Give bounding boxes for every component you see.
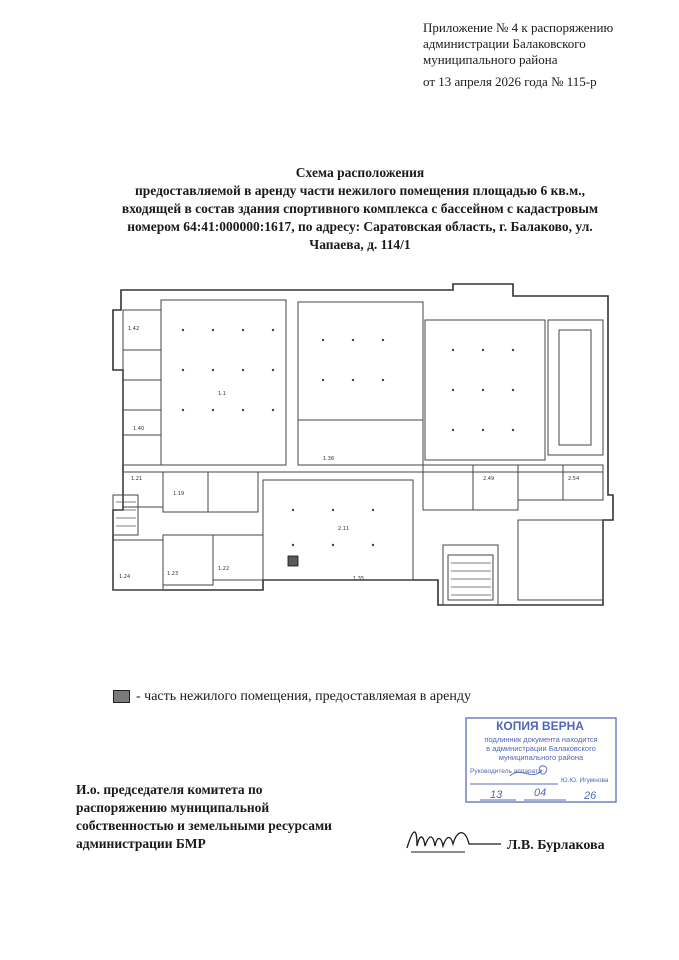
title-line-1: Схема расположения <box>295 165 425 180</box>
appendix-line-1: Приложение № 4 к распоряжению <box>423 20 614 35</box>
room-label: 1.23 <box>167 571 179 577</box>
appendix-header <box>423 20 673 90</box>
room-label: 1.36 <box>323 456 335 462</box>
room-label: 2.49 <box>483 476 495 482</box>
room-label: 1.40 <box>133 426 145 432</box>
room-label: 1.21 <box>131 476 143 482</box>
signer-line-4: администрации БМР <box>76 836 206 851</box>
title-line-2: предоставляемой в аренду части нежилого помещения площадью 6 кв.м., <box>135 183 585 198</box>
stamp-month: 04 <box>534 787 547 799</box>
handwritten-signature <box>403 822 503 858</box>
stamp-line-2: в администрации Балаковского <box>486 744 596 753</box>
room-label: 1.19 <box>173 491 185 497</box>
document-title <box>60 164 660 254</box>
certification-stamp <box>458 716 623 806</box>
stamp-day: 13 <box>490 789 503 801</box>
room-label: 1.22 <box>218 566 230 572</box>
leased-area-marker <box>288 556 298 566</box>
stamp-line-4: Руководитель аппарата <box>470 768 542 775</box>
legend <box>113 689 471 705</box>
title-line-3: входящей в состав здания спортивного комплекса с бассейном с кадастровым <box>121 201 599 216</box>
title-line-5: Чапаева, д. 114/1 <box>309 237 411 252</box>
floor-plan <box>93 280 633 620</box>
room-label: 1.1 <box>218 391 226 397</box>
room-label: 1.24 <box>119 574 131 580</box>
room-label: 2.54 <box>568 476 580 482</box>
stamp-line-1: подлинник документа находится <box>484 735 598 744</box>
stamp-line-3: муниципального района <box>498 753 584 762</box>
signer-line-1: И.о. председателя комитета по <box>76 782 263 797</box>
stamp-year: 26 <box>584 790 597 802</box>
appendix-line-2: администрации Балаковского <box>423 36 586 51</box>
stamp-line-5: Ю.Ю. Игумнова <box>561 777 609 784</box>
legend-swatch <box>113 690 130 703</box>
room-label: 2.11 <box>338 526 350 532</box>
stamp-title: КОПИЯ ВЕРНА <box>496 719 584 733</box>
signer-line-3: собственностью и земельными ресурсами <box>76 818 332 833</box>
title-line-4: номером 64:41:000000:1617, по адресу: Саратовская область, г. Балаково, ул. <box>127 219 593 234</box>
legend-text: - часть нежилого помещения, предоставляемая в аренду <box>136 689 471 704</box>
signer-name: Л.В. Бурлакова <box>507 838 605 853</box>
room-label: 1.42 <box>128 326 140 332</box>
appendix-date: от 13 апреля 2026 года № 115-р <box>423 74 597 89</box>
room-label: 1.35 <box>353 576 365 582</box>
signer-block <box>76 781 332 853</box>
signer-line-2: распоряжению муниципальной <box>76 800 270 815</box>
appendix-line-3: муниципального района <box>423 52 558 67</box>
